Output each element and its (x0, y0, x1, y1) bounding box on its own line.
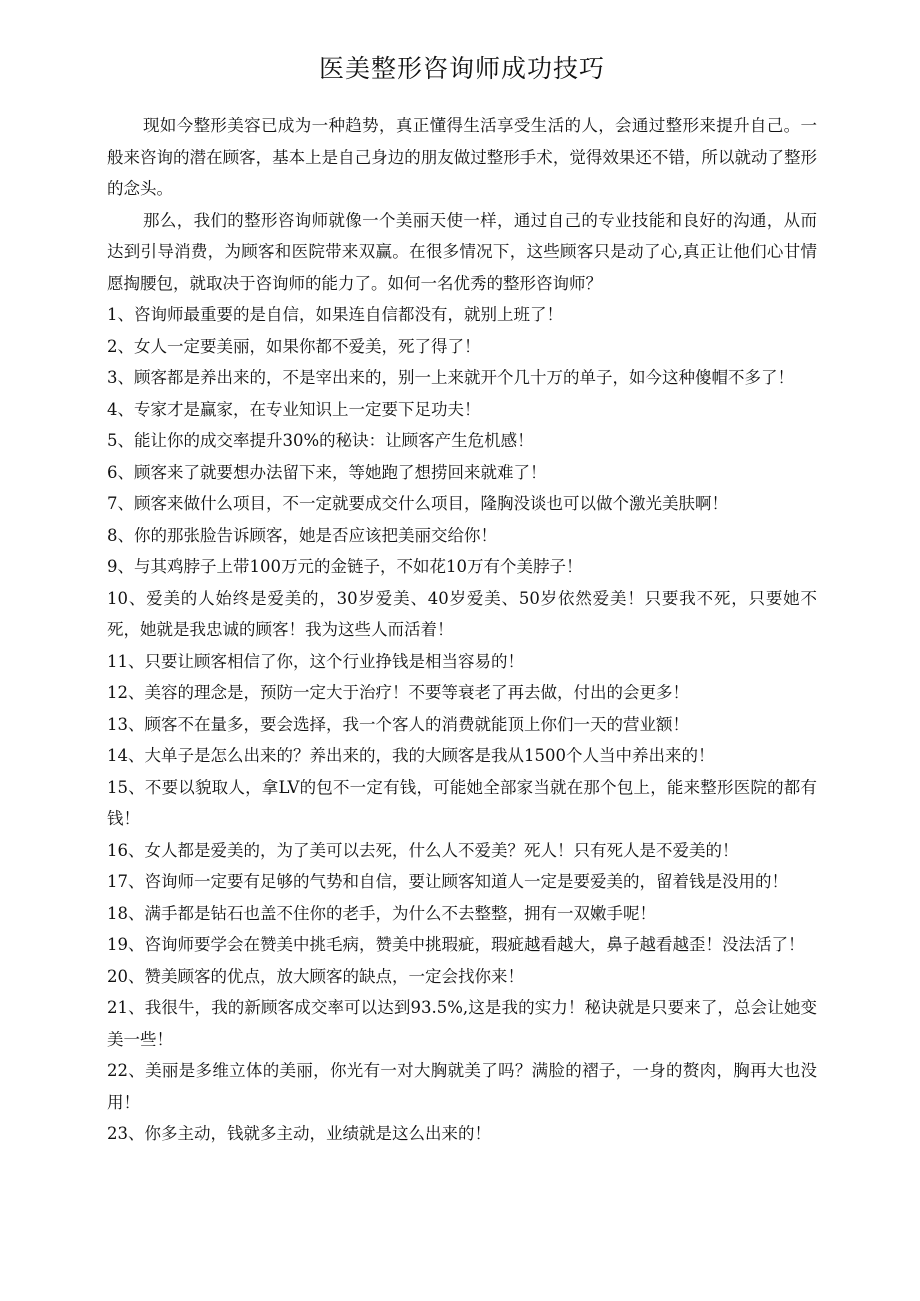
list-item: 6、顾客来了就要想办法留下来，等她跑了想捞回来就难了！ (107, 462, 547, 482)
page-title: 医美整形咨询师成功技巧 (318, 54, 605, 83)
list-item: 21、我很牛，我的新顾客成交率可以达到93.5%,这是我的实力！秘诀就是只要来了，总会让她变美一些！ (107, 998, 817, 1049)
list-item: 20、赞美顾客的优点，放大顾客的缺点，一定会找你来！ (107, 966, 524, 986)
list-item: 11、只要让顾客相信了你，这个行业挣钱是相当容易的！ (107, 651, 524, 671)
list-item: 15、不要以貌取人，拿LV的包不一定有钱，可能她全部家当就在那个包上，能来整形医院的都有钱！ (107, 777, 817, 828)
list-item: 3、顾客都是养出来的，不是宰出来的，别一上来就开个几十万的单子，如今这种傻帽不多了！ (107, 368, 794, 387)
intro-paragraph: 现如今整形美容已成为一种趋势，真正懂得生活享受生活的人，会通过整形来提升自己。一般来咨询的潜在顾客，基本上是自己身边的朋友做过整形手术，觉得效果还不错，所以就动了整形的念头。 (107, 116, 817, 198)
list-item: 17、咨询师一定要有足够的气势和自信，要让顾客知道人一定是要爱美的，留着钱是没用的！ (107, 872, 788, 891)
list-item: 4、专家才是赢家，在专业知识上一定要下足功夫！ (107, 399, 481, 419)
list-item: 18、满手都是钻石也盖不住你的老手，为什么不去整整，拥有一双嫩手呢！ (107, 903, 656, 923)
list-item: 1、咨询师最重要的是自信，如果连自信都没有，就别上班了！ (107, 305, 563, 324)
list-item: 19、咨询师要学会在赞美中挑毛病，赞美中挑瑕疵，瑕疵越看越大，鼻子越看越歪！没法活了！ (107, 935, 805, 954)
list-item: 2、女人一定要美丽，如果你都不爱美，死了得了！ (107, 336, 481, 356)
list-item: 16、女人都是爱美的，为了美可以去死，什么人不爱美？死人！只有死人是不爱美的！ (107, 840, 739, 860)
list-item: 10、爱美的人始终是爱美的，30岁爱美、40岁爱美、50岁依然爱美！只要我不死，只要她不死，她就是我忠诚的顾客！我为这些人而活着！ (107, 588, 817, 639)
list-item: 7、顾客来做什么项目，不一定就要成交什么项目，隆胸没谈也可以做个激光美肤啊！ (107, 494, 728, 513)
list-item: 14、大单子是怎么出来的？养出来的，我的大顾客是我从1500个人当中养出来的！ (107, 746, 715, 765)
list-item: 13、顾客不在量多，要会选择，我一个客人的消费就能顶上你们一天的营业额！ (107, 714, 689, 734)
list-item: 22、美丽是多维立体的美丽，你光有一对大胸就美了吗？满脸的褶子，一身的赘肉，胸再大也没用！ (107, 1061, 817, 1112)
intro-paragraph: 那么，我们的整形咨询师就像一个美丽天使一样，通过自己的专业技能和良好的沟通，从而达到引导消费，为顾客和医院带来双赢。在很多情况下，这些顾客只是动了心,真正让他们心甘情愿掏腰包，就取决于咨询师的能力了。如何一名优秀的整形咨询师？ (107, 210, 817, 293)
list-item: 12、美容的理念是，预防一定大于治疗！不要等衰老了再去做，付出的会更多！ (107, 683, 689, 702)
list-item: 8、你的那张脸告诉顾客，她是否应该把美丽交给你！ (107, 525, 497, 545)
tips-list (107, 299, 817, 1150)
list-item: 9、与其鸡脖子上带100万元的金链子，不如花10万有个美脖子！ (107, 557, 583, 576)
list-item: 5、能让你的成交率提升30%的秘诀：让顾客产生危机感！ (107, 431, 534, 450)
list-item: 23、你多主动，钱就多主动，业绩就是这么出来的！ (107, 1124, 491, 1143)
